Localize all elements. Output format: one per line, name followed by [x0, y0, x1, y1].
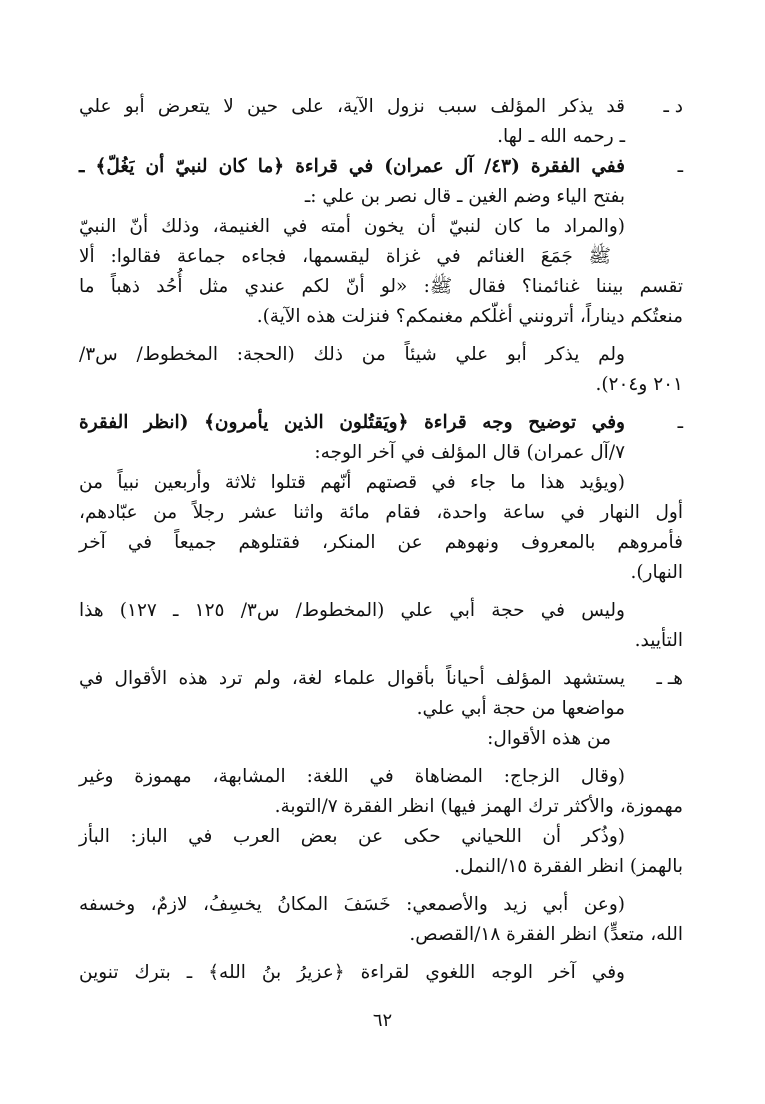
para-2-line-2: ٧/آل عمران) قال المؤلف في آخر الوجه: [314, 442, 625, 463]
para-1-line-2: بفتح الياء وضم الغين ـ قال نصر بن علي :ـ [304, 186, 625, 207]
section-d-marker: د ـ [663, 96, 683, 117]
section-d-text-1: قد يذكر المؤلف سبب نزول الآية، على حين لا يتعرض أبو علي [79, 96, 625, 117]
para-1-note-line-2: ٢٠١ و٢٠٤). [595, 374, 683, 395]
para-2-line-1 [79, 408, 683, 438]
section-h-intro: من هذه الأقوال: [487, 728, 611, 749]
para-2-quote-line-1: (ويؤيد هذا ما جاء في قصتهم أنّهم قتلوا ثلاثة وأربعين نبياً من [79, 472, 625, 493]
para-2-quote-line-4: النهار). [630, 562, 683, 583]
section-h-quote-3-line-1: (وعن أبي زيد والأصمعي: خَسَفَ المكانُ يخسِفُ، لازمٌ، وخسفه [79, 894, 625, 915]
section-h-text-1: يستشهد المؤلف أحياناً بأقوال علماء لغة، ولم ترد هذه الأقوال في [79, 668, 625, 689]
para-1-text-1: ففي الفقرة (٤٣/ آل عمران) في قراءة ﴿ما كان لنبيّ أن يَغُلّ﴾ ـ [79, 156, 626, 177]
section-h-quote-3-line-2: الله، متعدٍّ) انظر الفقرة ١٨/القصص. [409, 924, 683, 945]
section-h-quote-1-line-2: مهموزة، والأكثر ترك الهمز فيها) انظر الفقرة ٧/التوبة. [274, 796, 683, 817]
para-2-note-line-2: التأييد. [634, 630, 683, 651]
para-1-quote-line-1: (والمراد ما كان لنبيّ أن يخون أمته في الغنيمة، وذلك أنّ النبيّ [79, 216, 625, 237]
para-2-note-line-1: وليس في حجة أبي علي (المخطوط/ س٣/ ١٢٥ ـ ١٢٧) هذا [79, 600, 625, 621]
section-h-line-2: مواضعها من حجة أبي علي. [416, 698, 625, 719]
section-h-line-1 [79, 664, 683, 694]
section-h-last-line: وفي آخر الوجه اللغوي لقراءة ﴿عزيرُ بنُ الله﴾ ـ بترك تنوين [79, 962, 625, 983]
section-h-quote-1-line-1: (وقال الزجاج: المضاهاة في اللغة: المشابهة، مهموزة وغير [79, 766, 625, 787]
section-d-line-1 [79, 92, 683, 122]
para-1-quote-line-2: ﷺ جَمَعَ الغنائم في غزاة ليقسمها، فجاءه جماعة فقالوا: ألا [79, 246, 611, 267]
section-h-quote-2-line-2: بالهمز) انظر الفقرة ١٥/النمل. [454, 856, 683, 877]
section-d-line-2: ـ رحمه الله ـ لها. [497, 126, 625, 147]
para-2-bullet: ـ [677, 412, 683, 433]
para-1-note-line-1: ولم يذكر أبو علي شيئاً من ذلك (الحجة: المخطوط/ س٣/ [79, 344, 625, 365]
para-2-quote-line-3: فأمروهم بالمعروف ونهوهم عن المنكر، فقتلوهم جميعاً في آخر [79, 532, 683, 553]
para-2-quote-line-2: أول النهار في ساعة واحدة، فقام مائة واثنا عشر رجلاً من عبّادهم، [79, 502, 683, 523]
para-1-quote-line-4: منعتُكم ديناراً، أترونني أغلّكم مغنمكم؟ فنزلت هذه الآية). [256, 306, 683, 327]
page-body [79, 92, 683, 988]
section-h-marker: هـ ـ [656, 668, 683, 689]
para-1-bullet: ـ [677, 156, 683, 177]
para-1-quote-line-3: تقسم بيننا غنائمنا؟ فقال ﷺ: «لو أنّ لكم عندي مثل أُحُد ذهباً ما [79, 276, 683, 297]
section-h-quote-2-line-1: (وذُكر أن اللحياني حكى عن بعض العرب في الباز: البأز [79, 826, 625, 847]
page-number: ٦٢ [372, 1010, 393, 1031]
para-2-text-1: وفي توضيح وجه قراءة ﴿ويَقتُلون الذين يأمرون﴾ (انظر الفقرة [79, 412, 625, 433]
para-1-line-1 [79, 152, 683, 182]
